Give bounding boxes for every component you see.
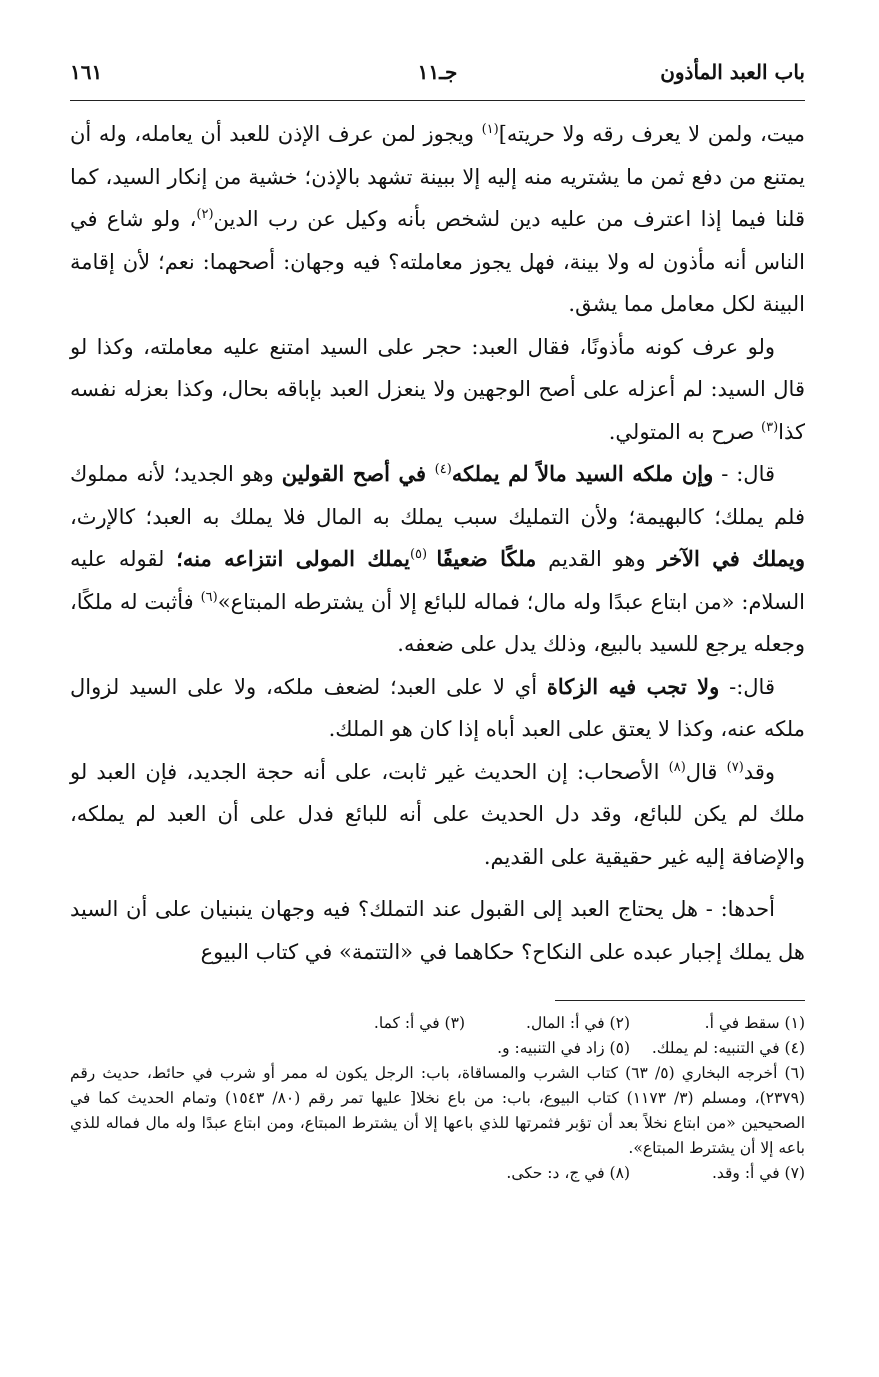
footnote-5: (٥) زاد في التنبيه: و. <box>497 1039 630 1057</box>
footnote-line <box>70 1161 805 1186</box>
matn-text: ملكًا ضعيفًا <box>436 546 537 571</box>
footnote-ref: (٢) <box>196 207 214 222</box>
text-run: وهو الجديد؛ لأنه مملوك فلم يملك؛ كالبهيمة؛ ولأن التمليك سبب يملك به المال فلا يملك به العبد؛ كالإرث، <box>70 462 805 529</box>
text-run: وهو القديم <box>536 547 658 571</box>
matn-text: ويملك في الآخر <box>657 546 805 571</box>
footnotes <box>70 1011 805 1186</box>
text-run: ولو عرف كونه مأذونًا، فقال العبد: حجر على السيد امتنع عليه معاملته، وكذا لو قال السيد: لم أعزله على أصح الوجهين ولا ينعزل العبد بإباقه بحال، وكذا بعزله نفسه كذا <box>70 334 805 444</box>
matn-text: ولا تجب فيه الزكاة <box>546 673 720 699</box>
main-text <box>70 113 805 973</box>
footnote-4: (٤) في التنبيه: لم يملك. <box>651 1039 805 1057</box>
footnote-line <box>70 1036 805 1061</box>
footnote-ref: (٧) <box>726 759 744 775</box>
footnote-ref: (٦) <box>200 589 218 605</box>
page-number: ١٦١ <box>70 60 103 84</box>
text-run: لقوله عليه السلام: «من ابتاع عبدًا وله مال؛ فماله للبائع إلا أن يشترطه المبتاع» <box>70 547 806 614</box>
footnote-8: (٨) في ج، د: حكى. <box>506 1164 630 1182</box>
chapter-title: باب العبد المأذون <box>660 60 805 84</box>
footnote-separator <box>555 1000 805 1001</box>
paragraph-1 <box>70 113 805 326</box>
footnote-line <box>70 1011 805 1036</box>
paragraph-2 <box>70 326 805 454</box>
footnote-ref: (٨) <box>668 759 686 775</box>
footnote-ref: (١) <box>481 122 499 137</box>
text-run: أي لا على العبد؛ لضعف ملكه، ولا على السيد لزوال ملكه عنه، وكذا لا يعتق على العبد أباه إذا كان هو الملك. <box>70 674 805 741</box>
paragraph-4 <box>70 666 805 751</box>
footnote-ref: (٤) <box>434 462 452 477</box>
footnote-7: (٧) في أ: وقد. <box>711 1164 805 1182</box>
paragraph-6: أحدها: - هل يحتاج العبد إلى القبول عند التملك؟ فيه وجهان ينبنيان على أن السيد هل يملك إجبار عبده على النكاح؟ حكاهما في «التتمة» في كتاب البيوع <box>70 897 805 964</box>
text-run: قال: - <box>713 462 776 486</box>
running-header <box>70 60 805 101</box>
header-rule <box>70 100 805 101</box>
text-run: قال <box>685 759 727 784</box>
matn-text: يملك المولى انتزاعه منه؛ <box>176 546 410 571</box>
text-run: فأثبت له ملكًا، وجعله يرجع للسيد بالبيع، وذلك يدل على ضعفه. <box>70 589 805 656</box>
footnote-ref: (٥) <box>409 547 437 562</box>
text-run: ، ولو شاع في الناس أنه مأذون له ولا بينة، فهل يجوز معاملته؟ فيه وجهان: أصحهما: نعم؛ لأن إقامة البينة لكل معامل مما يشق. <box>70 207 805 316</box>
text-run: وقد <box>743 759 775 784</box>
text-run: ميت، ولمن لا يعرف رقه ولا حريته] <box>498 122 805 146</box>
footnote-2: (٢) في أ: المال. <box>526 1014 630 1032</box>
text-run: قال:- <box>719 674 775 699</box>
paragraph-3 <box>70 453 805 666</box>
matn-text: وإن ملكه السيد مالاً لم يملكه <box>451 461 714 486</box>
volume-label: جـ١١ <box>417 60 458 84</box>
footnote-1: (١) سقط في أ. <box>704 1014 805 1032</box>
footnote-6: (٦) أخرجه البخاري (٥/ ٦٣) كتاب الشرب والمساقاة، باب: الرجل يكون له ممر أو شرب في حائط، حديث رقم (٢٣٧٩)، ومسلم (٣/ ١١٧٣) كتاب البيوع، باب: من باع نخلا[ عليها تمر رقم (٨٠/ ١٥٤٣) وتمام الحديث كما في الصحيحين «من ابتاع نخلاً بعد أن تؤبر فثمرتها للذي باعها إلا أن يشترط المبتاع، ومن ابتاع عبدًا وله مال فماله للذي باعه إلا أن يشترط المبتاع». <box>70 1064 805 1157</box>
text-run: صرح به المتولي. <box>608 419 761 444</box>
footnote-ref: (٣) <box>761 419 779 435</box>
text-run: الأصحاب: إن الحديث غير ثابت، على أنه حجة الجديد، فإن العبد لو ملك لم يكن للبائع، وقد دل الحديث على أنه للبائع فدل على أن العبد لم يملكه، والإضافة إليه غير حقيقية على القديم. <box>70 759 805 869</box>
matn-text: في أصح القولين <box>281 461 435 486</box>
footnote-3: (٣) في أ: كما. <box>373 1014 465 1032</box>
text-run: ويجوز لمن عرف الإذن للعبد أن يعامله، وله أن يمتنع من دفع ثمن ما يشتريه منه إليه إلا ببينة تشهد بالإذن؛ خشية من إنكار السيد، كما قلنا فيما إذا اعترف من عليه دين لشخص بأنه وكيل عن رب الدين <box>70 122 805 231</box>
paragraph-5 <box>70 751 805 879</box>
